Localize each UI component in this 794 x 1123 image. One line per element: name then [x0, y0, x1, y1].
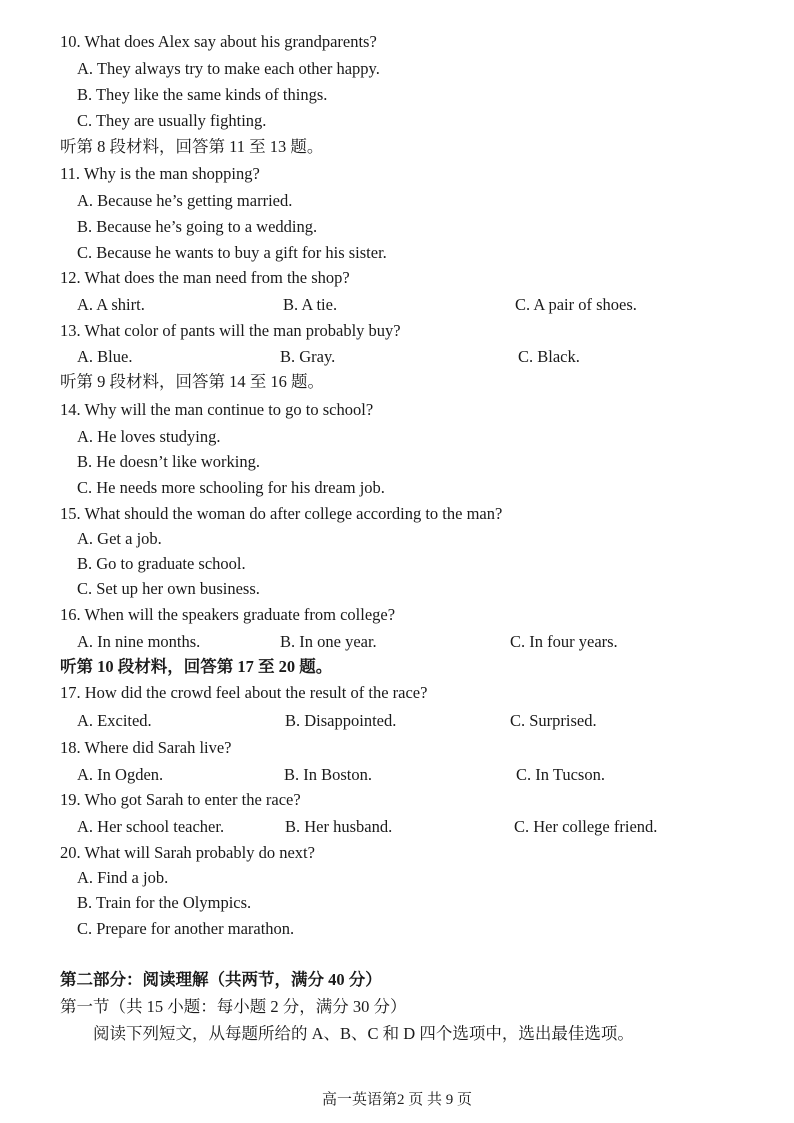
- question-stem: 10. What does Alex say about his grandparents?: [60, 32, 377, 51]
- option-c: C. Black.: [518, 347, 580, 366]
- option: A. He loves studying.: [77, 427, 221, 446]
- option-c: C. In four years.: [510, 632, 618, 651]
- option-a: A. In nine months.: [77, 632, 201, 651]
- question-stem: 13. What color of pants will the man probably buy?: [60, 321, 401, 340]
- question-stem: 19. Who got Sarah to enter the race?: [60, 790, 301, 809]
- question-stem: 15. What should the woman do after college according to the man?: [60, 504, 503, 523]
- option-a: A. Her school teacher.: [77, 817, 225, 836]
- option-a: A. In Ogden.: [77, 765, 164, 784]
- question-stem: 14. Why will the man continue to go to school?: [60, 400, 374, 419]
- option: C. He needs more schooling for his dream job.: [77, 478, 385, 497]
- option: A. They always try to make each other happy.: [77, 59, 380, 78]
- option: A. Find a job.: [77, 868, 169, 887]
- question-stem: 20. What will Sarah probably do next?: [60, 843, 315, 862]
- section1-heading: 第一节（共 15 小题：每小题 2 分，满分 30 分）: [60, 997, 407, 1016]
- option: B. He doesn’t like working.: [77, 452, 261, 471]
- section-instruction: 听第 8 段材料，回答第 11 至 13 题。: [60, 137, 324, 156]
- option: C. Set up her own business.: [77, 579, 260, 598]
- option: A. Get a job.: [77, 529, 162, 548]
- option-b: B. Gray.: [280, 347, 336, 366]
- option: C. Prepare for another marathon.: [77, 919, 295, 938]
- option-a: A. A shirt.: [77, 295, 145, 314]
- reading-instruction: 阅读下列短文，从每题所给的 A、B、C 和 D 四个选项中，选出最佳选项。: [93, 1024, 634, 1043]
- option-b: B. In one year.: [280, 632, 377, 651]
- part2-title: 第二部分：阅读理解（共两节，满分 40 分）: [60, 970, 382, 989]
- option: B. Because he’s going to a wedding.: [77, 217, 318, 236]
- section-instruction: 听第 10 段材料，回答第 17 至 20 题。: [60, 657, 333, 676]
- option: B. They like the same kinds of things.: [77, 85, 328, 104]
- page-footer: 高一英语第2 页 共 9 页: [321, 1092, 472, 1108]
- option-a: A. Blue.: [77, 347, 133, 366]
- option: C. Because he wants to buy a gift for his sister.: [77, 243, 387, 262]
- option-a: A. Excited.: [77, 711, 152, 730]
- option: B. Train for the Olympics.: [77, 893, 252, 912]
- option-c: C. Surprised.: [510, 711, 597, 730]
- question-stem: 18. Where did Sarah live?: [60, 738, 232, 757]
- option-c: C. A pair of shoes.: [515, 295, 637, 314]
- question-stem: 17. How did the crowd feel about the result of the race?: [60, 683, 428, 702]
- option-b: B. A tie.: [283, 295, 338, 314]
- option-b: B. Disappointed.: [285, 711, 397, 730]
- option-b: B. In Boston.: [284, 765, 373, 784]
- option-b: B. Her husband.: [285, 817, 393, 836]
- option: A. Because he’s getting married.: [77, 191, 293, 210]
- option-c: C. Her college friend.: [514, 817, 658, 836]
- question-stem: 16. When will the speakers graduate from college?: [60, 605, 396, 624]
- option: B. Go to graduate school.: [77, 554, 246, 573]
- option: C. They are usually fighting.: [77, 111, 267, 130]
- question-stem: 12. What does the man need from the shop?: [60, 268, 350, 287]
- option-c: C. In Tucson.: [516, 765, 605, 784]
- section-instruction: 听第 9 段材料，回答第 14 至 16 题。: [60, 372, 324, 391]
- question-stem: 11. Why is the man shopping?: [60, 164, 260, 183]
